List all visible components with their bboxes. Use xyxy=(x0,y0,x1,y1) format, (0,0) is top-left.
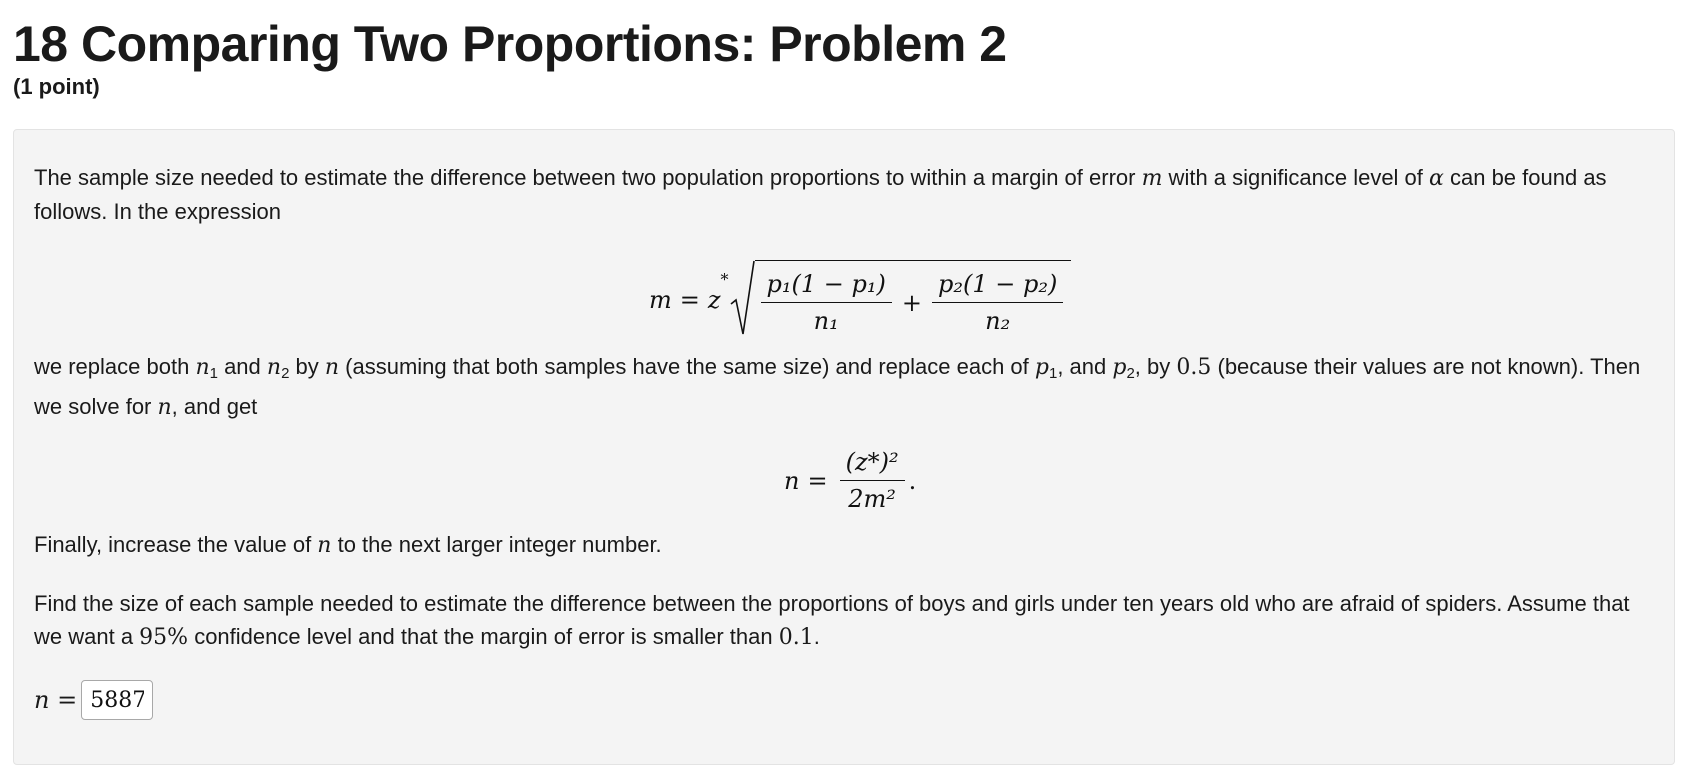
sqrt-symbol: $\frac{\text{p₁(1 − p₁)}}{\text{n₁}}$ + $\frac{\text{p₂(1 − p₂)}}{\text{n₂}}$ xyxy=(729,260,1072,340)
problem-panel xyxy=(13,129,1675,765)
var-alpha: α xyxy=(1429,166,1444,191)
answer-row xyxy=(34,680,153,720)
page-title: 18 Comparing Two Proportions: Problem 2 xyxy=(13,16,1007,72)
fraction-1: $\frac{\text{p₁(1 − p₁)}}{\text{n₁}}$ xyxy=(761,270,892,335)
answer-label: n = xyxy=(34,686,78,714)
fraction-2: $\frac{\text{p₂(1 − p₂)}}{\text{n₂}}$ xyxy=(932,270,1063,335)
finally-paragraph: Finally, increase the value of n to the next larger integer number. xyxy=(34,532,662,558)
margin-of-error-equation: m = z * $\frac{\text{p₁(1 − p₁)}}{\text{n₁}}$ + $\frac{\text{p₂(1 − p₂)}}{\text{n₂}}$ xyxy=(649,260,1071,340)
intro-paragraph: The sample size needed to estimate the difference between two population proportions to within a margin of error m with a significance level of α can be found as follows. In the expression xyxy=(34,165,1607,224)
fraction-n: $\frac{\text{(z*)²}}{\text{2m²}}$ xyxy=(840,448,905,513)
points-label: (1 point) xyxy=(13,74,100,99)
answer-input[interactable] xyxy=(81,680,153,720)
var-m: m xyxy=(1141,166,1163,191)
sample-size-equation: n = $\frac{\text{(z*)²}}{\text{2m²}}$ . xyxy=(784,448,917,513)
task-paragraph: Find the size of each sample needed to estimate the difference between the proportions of boys and girls under ten years old who are afraid of spiders. Assume that we want a 95% confidence level and that the margin of error is smaller than 0.1. xyxy=(34,591,1630,650)
replace-paragraph: we replace both $n_1$ and $n_2$ by n (assuming that both samples have the same size) and replace each of $p_1$, and $p_2$, by 0.5 (because their values are not known). Then we solve for n, and get xyxy=(34,354,1641,420)
